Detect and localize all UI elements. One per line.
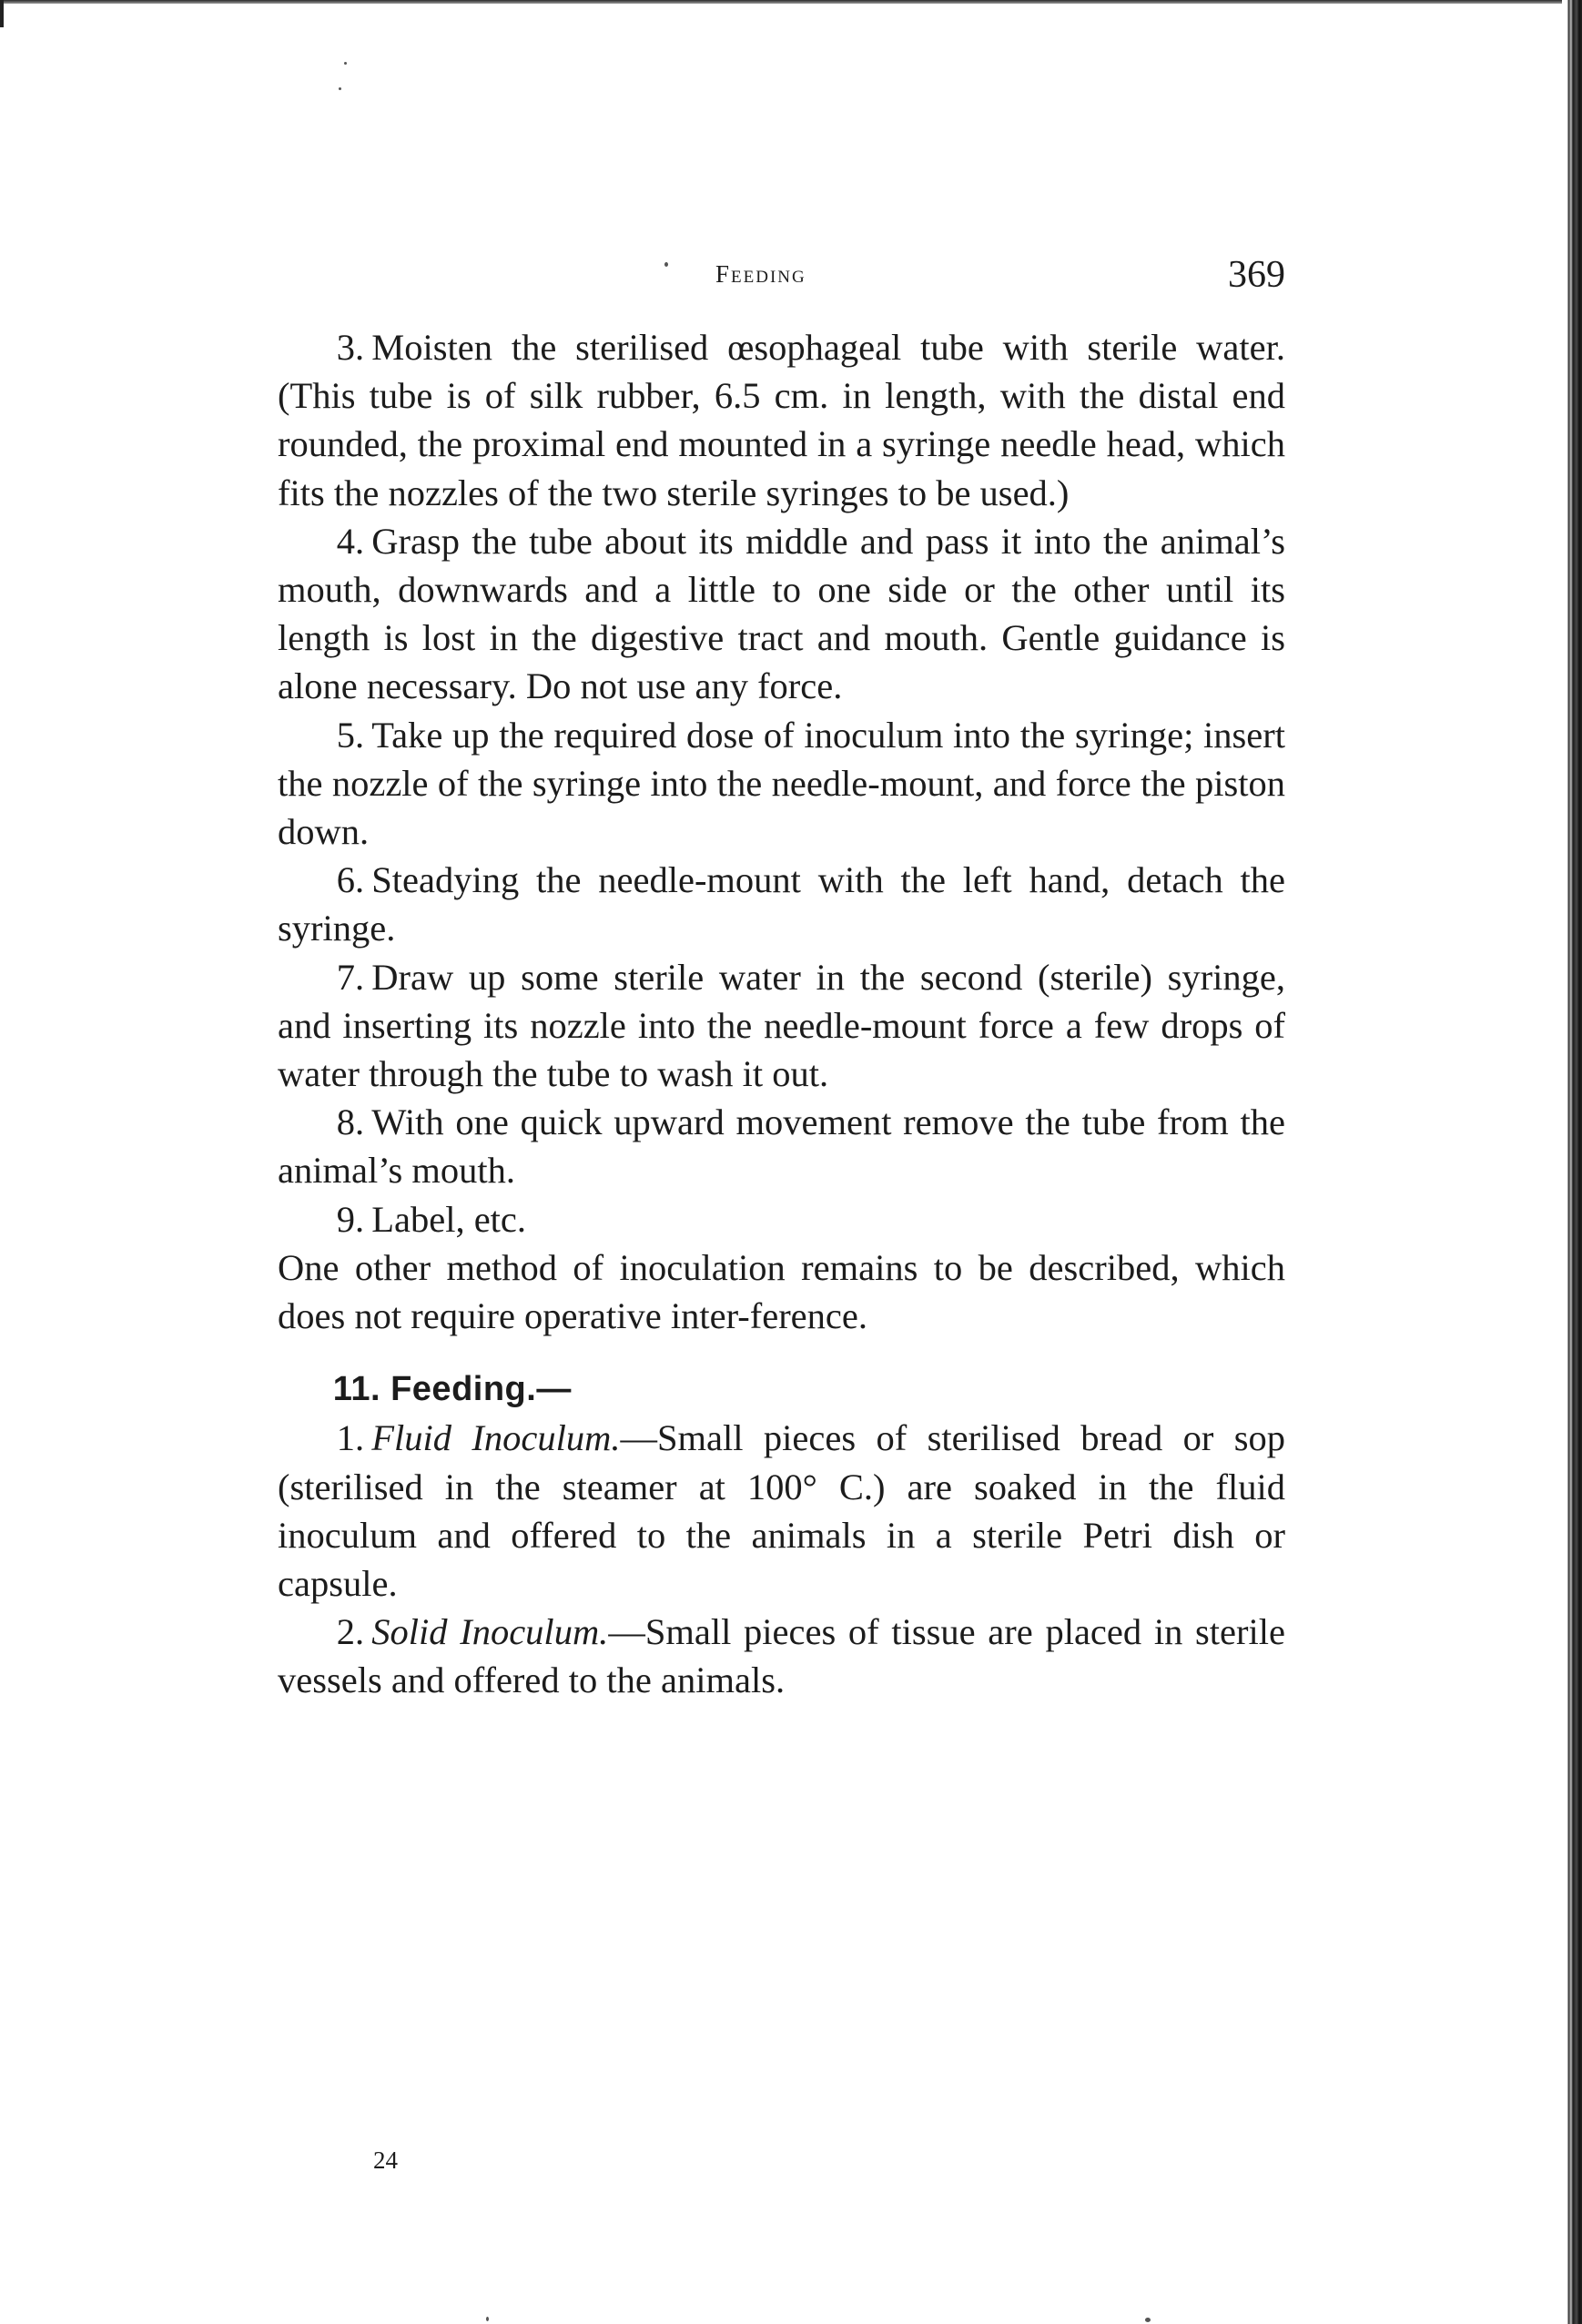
list-item xyxy=(278,953,1285,1099)
scan-speck xyxy=(664,262,668,267)
scan-speck xyxy=(339,87,341,90)
item-number: 6. xyxy=(336,859,365,901)
scan-speck xyxy=(1145,2318,1151,2322)
scan-edge-left xyxy=(0,0,4,27)
list-item xyxy=(278,856,1285,952)
item-text: Steadying the needle-mount with the left hand, detach the syringe. xyxy=(278,859,1285,949)
item-number: 7. xyxy=(336,956,365,998)
closing-paragraph: One other method of inoculation remains to be described, which does not require operative inter-ference. xyxy=(278,1246,1285,1337)
item-text: With one quick upward movement remove the tube from the animal’s mouth. xyxy=(278,1101,1285,1192)
item-text: Grasp the tube about its middle and pass it into the animal’s mouth, downwards and a little to one side or the other until its length is lost in the digestive tract and mouth. Gentle guidance is alone necessary. Do not use any force. xyxy=(278,520,1285,707)
item-number: 9. xyxy=(336,1198,365,1240)
scan-edge-right xyxy=(1562,0,1582,2324)
item-label: Fluid Inoculum. xyxy=(371,1417,621,1459)
scan-edge-top xyxy=(0,0,1582,4)
scan-speck xyxy=(486,2317,489,2321)
running-head xyxy=(273,253,1285,299)
item-number: 5. xyxy=(336,714,365,756)
list-item xyxy=(278,323,1285,517)
list-item xyxy=(278,1195,1285,1243)
item-number: 1. xyxy=(336,1417,365,1459)
signature-mark: 24 xyxy=(373,2146,398,2174)
item-text: —Small pieces of sterilised bread or sop (sterilised in the steamer at 100° C.) are soaked in the fluid inoculum and offered to the animals in a sterile Petri dish or capsule. xyxy=(278,1417,1285,1605)
running-title: Feeding xyxy=(715,260,806,288)
list-item xyxy=(278,1414,1285,1608)
item-number: 2. xyxy=(336,1611,365,1653)
item-text: Moisten the sterilised œsophageal tube with sterile water. (This tube is of silk rubber, 6.5 cm. in length, with the distal end rounded, the proximal end mounted in a syringe needle head, which fits the nozzles of the two sterile syringes to be used.) xyxy=(278,327,1285,513)
page-number: 369 xyxy=(1228,254,1285,296)
item-text: Label, etc. xyxy=(371,1198,527,1240)
item-number: 8. xyxy=(336,1101,365,1143)
list-item xyxy=(278,1098,1285,1194)
scan-speck xyxy=(344,62,347,65)
item-number: 4. xyxy=(336,520,365,562)
item-text: Take up the required dose of inoculum into the syringe; insert the nozzle of the syringe into the needle-mount, and force the piston down. xyxy=(278,714,1285,853)
list-item xyxy=(278,1608,1285,1704)
body-text xyxy=(278,323,1285,1705)
item-number: 3. xyxy=(336,327,365,368)
list-item xyxy=(278,517,1285,711)
item-text: Draw up some sterile water in the second (sterile) syringe, and inserting its nozzle into the needle-mount force a few drops of water through the tube to wash it out. xyxy=(278,956,1285,1095)
item-text: —Small pieces of tissue are placed in sterile vessels and offered to the animals. xyxy=(278,1611,1285,1701)
list-item xyxy=(278,711,1285,857)
section-heading: 11. Feeding.— xyxy=(332,1370,572,1409)
item-label: Solid Inoculum. xyxy=(371,1611,609,1653)
